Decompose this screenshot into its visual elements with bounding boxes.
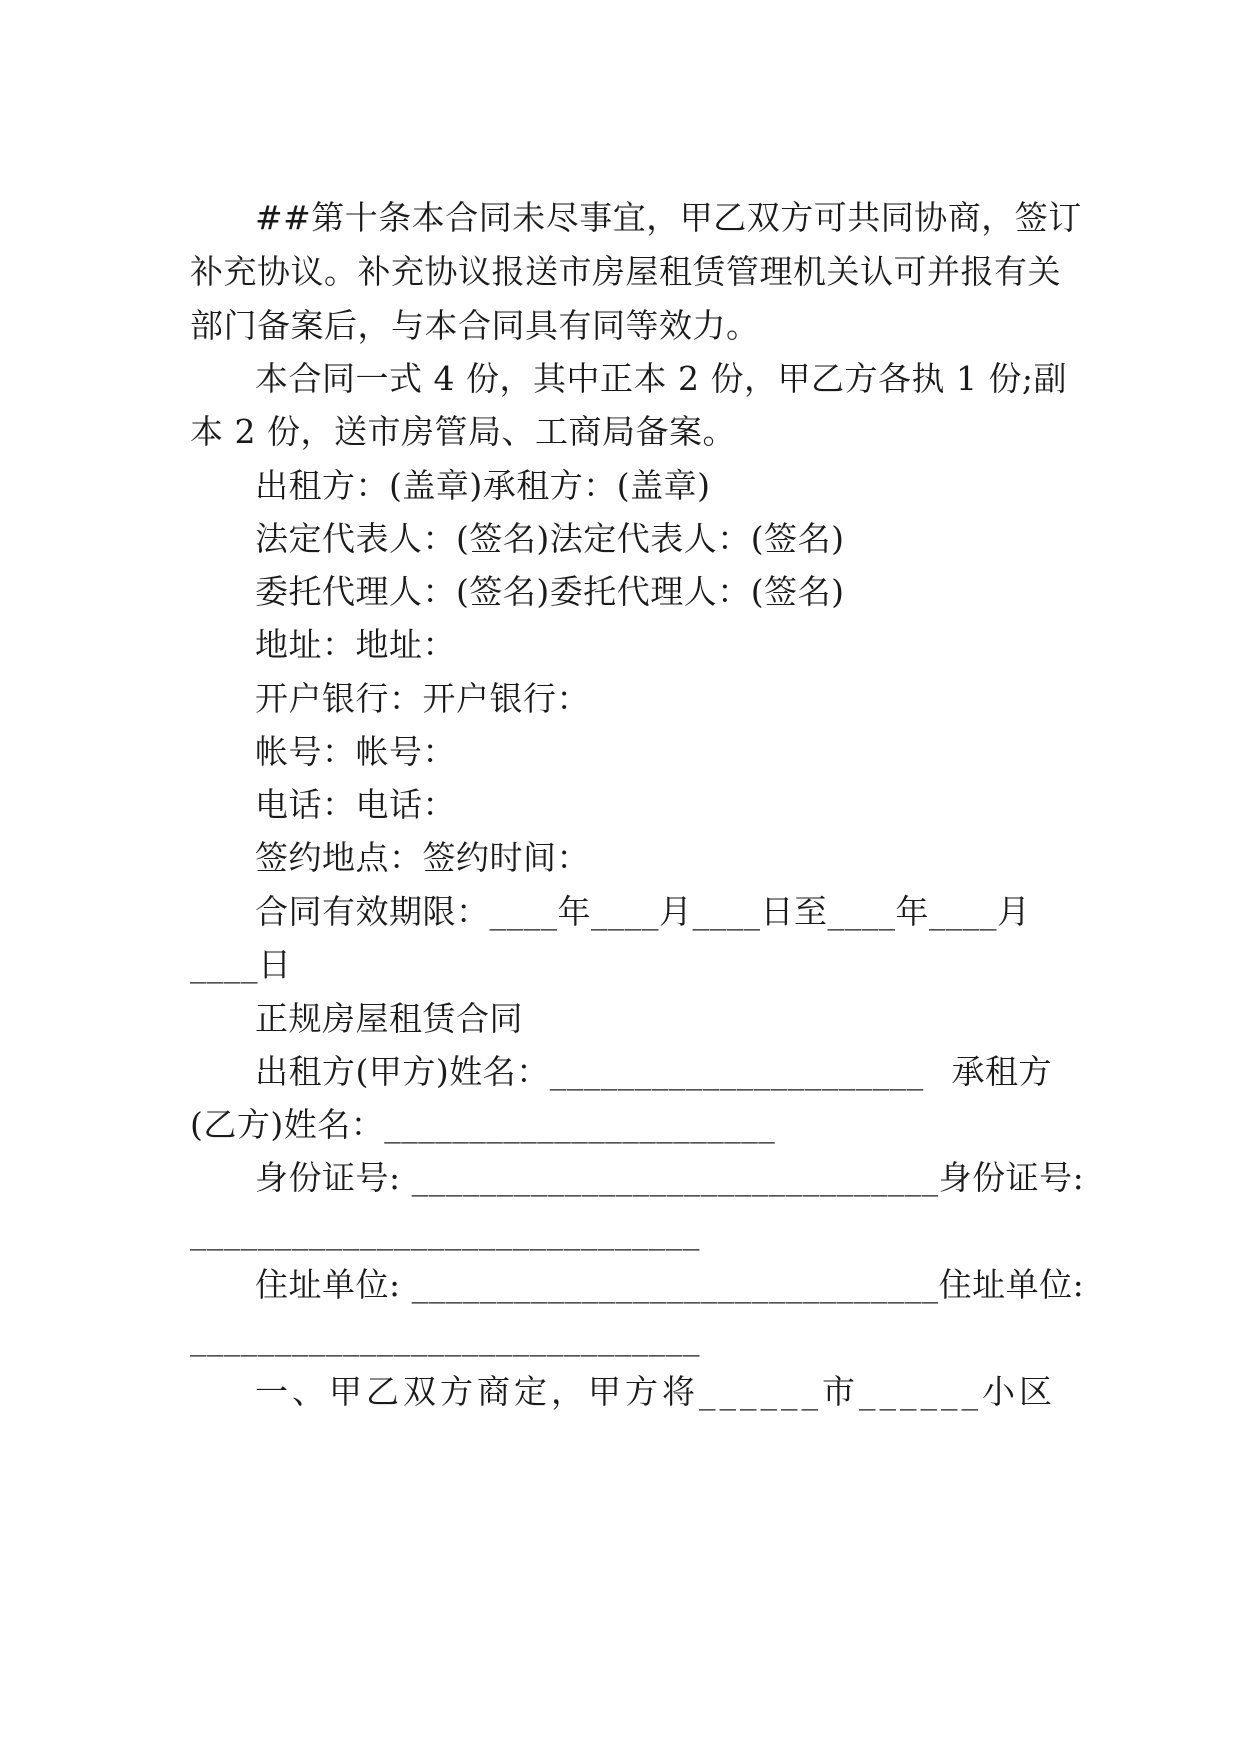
text: 出租方：(盖章)承租方：(盖章) bbox=[255, 466, 711, 505]
text: 本合同一式 4 份，其中正本 2 份，甲乙方各执 1 份;副 bbox=[255, 359, 1068, 398]
clause-one-line bbox=[255, 1363, 1056, 1421]
text: 身份证号: bbox=[938, 1158, 1085, 1197]
text: 法定代表人：(签名)法定代表人：(签名) bbox=[255, 519, 845, 558]
legal-representative-line bbox=[255, 510, 1052, 568]
lessor-name-line bbox=[255, 1043, 1052, 1101]
text: 部门备案后，与本合同具有同等效力。 bbox=[190, 306, 760, 345]
text: (乙方)姓名：_______________________ bbox=[190, 1105, 776, 1144]
id-number-line bbox=[255, 1149, 1085, 1207]
text: 本 2 份，送市房管局、工商局备案。 bbox=[190, 412, 736, 451]
text: 身份证号: _______________________________ bbox=[255, 1158, 939, 1197]
copies-line-2 bbox=[190, 403, 1052, 461]
text: 出租方(甲方)姓名：______________________ bbox=[255, 1052, 924, 1091]
validity-line-2 bbox=[190, 936, 1052, 994]
text: 正规房屋租赁合同 bbox=[255, 999, 523, 1038]
text: 承租方 bbox=[951, 1052, 1052, 1091]
account-line bbox=[255, 723, 1052, 781]
article-ten-line-1 bbox=[255, 189, 1082, 247]
text: ##第十条本合同未尽事宜，甲乙双方可共同协商，签订 bbox=[255, 198, 1082, 237]
text: 开户银行：开户银行： bbox=[255, 679, 590, 718]
text: 帐号：帐号： bbox=[255, 732, 456, 771]
residence-line-2 bbox=[190, 1309, 1052, 1367]
lessee-name-line bbox=[190, 1096, 1052, 1154]
bank-line bbox=[255, 670, 1052, 728]
text: ____日 bbox=[190, 945, 292, 984]
validity-line-1 bbox=[255, 883, 1052, 941]
text: 委托代理人：(签名)委托代理人：(签名) bbox=[255, 572, 845, 611]
text: 一、甲乙双方商定，甲方将______市______小区 bbox=[255, 1372, 1056, 1411]
text: 电话：电话： bbox=[255, 785, 456, 824]
second-contract-title bbox=[255, 990, 1052, 1048]
id-number-line-2 bbox=[190, 1203, 1052, 1261]
article-ten-line-2 bbox=[190, 243, 1061, 301]
text: 签约地点：签约时间： bbox=[255, 838, 590, 877]
address-line bbox=[255, 616, 1052, 674]
text: 地址：地址： bbox=[255, 625, 456, 664]
residence-line bbox=[255, 1256, 1085, 1314]
sign-place-time-line bbox=[255, 829, 1052, 887]
phone-line bbox=[255, 776, 1052, 834]
agent-line bbox=[255, 563, 1052, 621]
text: 住址单位: bbox=[938, 1265, 1085, 1304]
text: ______________________________ bbox=[190, 1212, 700, 1251]
lessor-lessee-stamp-line bbox=[255, 457, 1052, 515]
text: 合同有效期限：____年____月____日至____年____月 bbox=[255, 892, 1031, 931]
copies-line-1 bbox=[255, 350, 1068, 408]
text: 补充协议。补充协议报送市房屋租赁管理机关认可并报有关 bbox=[190, 252, 1061, 291]
article-ten-line-3 bbox=[190, 297, 1052, 355]
text: 住址单位: _______________________________ bbox=[255, 1265, 939, 1304]
text: ______________________________ bbox=[190, 1318, 700, 1357]
